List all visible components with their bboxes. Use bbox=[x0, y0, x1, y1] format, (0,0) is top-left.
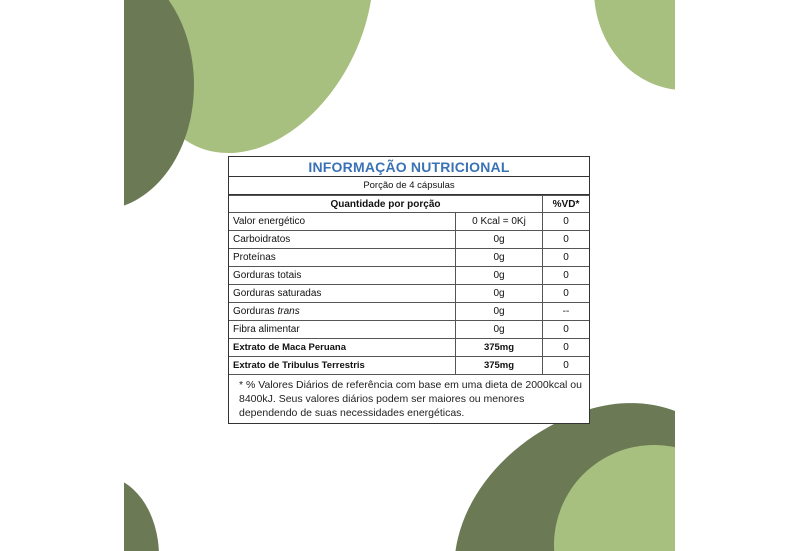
nutrient-amount: 0g bbox=[456, 267, 543, 285]
table-row bbox=[229, 303, 589, 321]
nutrient-name: Gorduras saturadas bbox=[229, 285, 456, 303]
nutrient-amount: 0g bbox=[456, 285, 543, 303]
table-row bbox=[229, 231, 589, 249]
table-row bbox=[229, 357, 589, 375]
nutrient-name: Proteínas bbox=[229, 249, 456, 267]
nutrient-dv: 0 bbox=[543, 231, 590, 249]
nutrition-table bbox=[229, 195, 589, 375]
footnote: * % Valores Diários de referência com base em uma dieta de 2000kcal ou 8400kJ. Seus valores diários podem ser maiores ou menores dependendo de suas necessidades energéticas. bbox=[239, 379, 582, 419]
nutrient-name: Carboidratos bbox=[229, 231, 456, 249]
nutrient-name-italic: trans bbox=[277, 306, 300, 317]
nutrient-name: Extrato de Maca Peruana bbox=[229, 339, 456, 357]
nutrient-name bbox=[229, 303, 456, 321]
nutrient-name: Fibra alimentar bbox=[229, 321, 456, 339]
decorative-blob-light bbox=[594, 0, 675, 90]
table-row bbox=[229, 267, 589, 285]
nutrient-amount: 0g bbox=[456, 303, 543, 321]
nutrient-dv: 0 bbox=[543, 249, 590, 267]
decorative-blob-dark bbox=[124, 476, 159, 551]
nutrient-dv: -- bbox=[543, 303, 590, 321]
nutrient-name-prefix: Gorduras bbox=[233, 306, 278, 317]
table-row bbox=[229, 321, 589, 339]
nutrient-amount: 0g bbox=[456, 231, 543, 249]
nutrient-dv: 0 bbox=[543, 357, 590, 375]
nutrient-amount: 0 Kcal = 0Kj bbox=[456, 213, 543, 231]
table-row bbox=[229, 213, 589, 231]
nutrient-name: Extrato de Tribulus Terrestris bbox=[229, 357, 456, 375]
nutrient-amount: 0g bbox=[456, 321, 543, 339]
table-header-row bbox=[229, 196, 589, 213]
table-row bbox=[229, 249, 589, 267]
decorative-blob-dark bbox=[124, 0, 194, 210]
table-row bbox=[229, 285, 589, 303]
nutrient-dv: 0 bbox=[543, 213, 590, 231]
nutrition-facts-label bbox=[228, 156, 590, 424]
header-dv: %VD* bbox=[543, 196, 590, 213]
header-amount: Quantidade por porção bbox=[229, 196, 543, 213]
table-row bbox=[229, 339, 589, 357]
label-title: INFORMAÇÃO NUTRICIONAL bbox=[229, 157, 589, 177]
nutrient-name: Valor energético bbox=[229, 213, 456, 231]
nutrient-dv: 0 bbox=[543, 285, 590, 303]
nutrient-amount: 375mg bbox=[456, 339, 543, 357]
nutrient-name: Gorduras totais bbox=[229, 267, 456, 285]
nutrient-amount: 0g bbox=[456, 249, 543, 267]
nutrient-dv: 0 bbox=[543, 267, 590, 285]
serving-size: Porção de 4 cápsulas bbox=[229, 177, 589, 195]
nutrient-amount: 375mg bbox=[456, 357, 543, 375]
nutrient-dv: 0 bbox=[543, 339, 590, 357]
nutrient-dv: 0 bbox=[543, 321, 590, 339]
